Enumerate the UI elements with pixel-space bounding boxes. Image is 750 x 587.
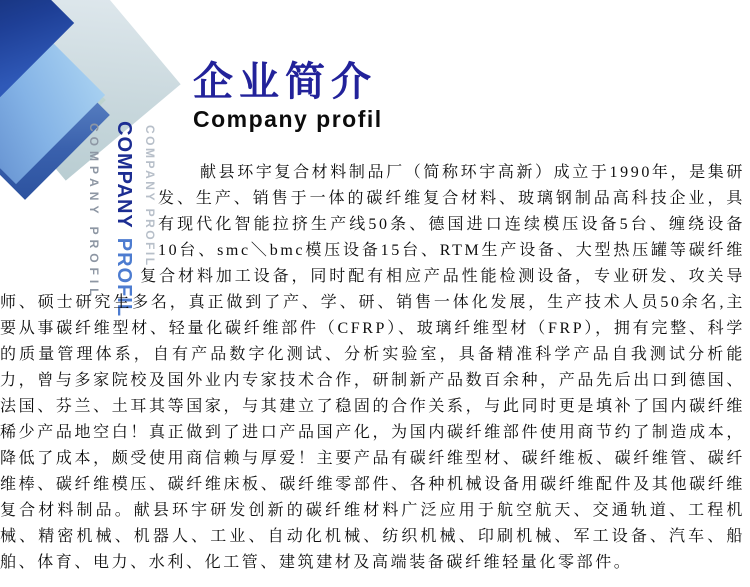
company-profile-paragraph	[0, 160, 750, 576]
paragraph-text: 献县环宇复合材料制品厂（简称环宇高新）成立于1990年，是集研发、生产、销售于一体的碳纤维复合材料、玻璃钢制品高科技企业，具有现代化智能拉挤生产线50条、德国进口连续模压设备5台、缠绕设备10台、smc＼bmc模压设备15台、RTM生产设备、大型热压罐等碳纤维复合材料加工设备，同时配有相应产品性能检测设备，专业研发、攻关导师、硕士研究生多名，真正做到了产、学、研、销售一体化发展，生产技术人员50余名,主要从事碳纤维型材、轻量化碳纤维部件（CFRP）、玻璃纤维型材（FRP），拥有完整、科学的质量管理体系，自有产品数字化测试、分析实验室，具备精准科学产品自我测试分析能力，曾与多家院校及国外业内专家技术合作，研制新产品数百余种，产品先后出口到德国、法国、芬兰、土耳其等国家，与其建立了稳固的合作关系，与此同时更是填补了国内碳纤维稀少产品地空白！真正做到了进口产品国产化，为国内碳纤维部件使用商节约了制造成本，降低了成本，颇受使用商信赖与厚爱！主要产品有碳纤维型材、碳纤维板、碳纤维管、碳纤维棒、碳纤维模压、碳纤维床板、碳纤维零部件、各种机械设备用碳纤维配件及其他碳纤维复合材料制品。献县环宇研发创新的碳纤维材料广泛应用于航空航天、交通轨道、工程机械、精密机械、机器人、工业、自动化机械、纺织机械、印刷机械、军工设备、汽车、船舶、体育、电力、水利、化工管、建筑建材及高端装备碳纤维轻量化零部件。	[0, 164, 745, 571]
vertical-text-company-profil-left: COMPANY PROFIL	[87, 123, 101, 301]
decor-float-spacer	[0, 160, 158, 290]
page-title: 企业简介	[193, 60, 377, 104]
vertical-text-company-profil-right: COMPANY PROFIL	[143, 125, 157, 268]
page-header	[193, 60, 383, 133]
page-subtitle: Company profil	[193, 106, 383, 132]
vertical-text-word-company: COMPANY	[113, 121, 135, 229]
vertical-text-word-profil: PROFIL	[113, 237, 135, 318]
